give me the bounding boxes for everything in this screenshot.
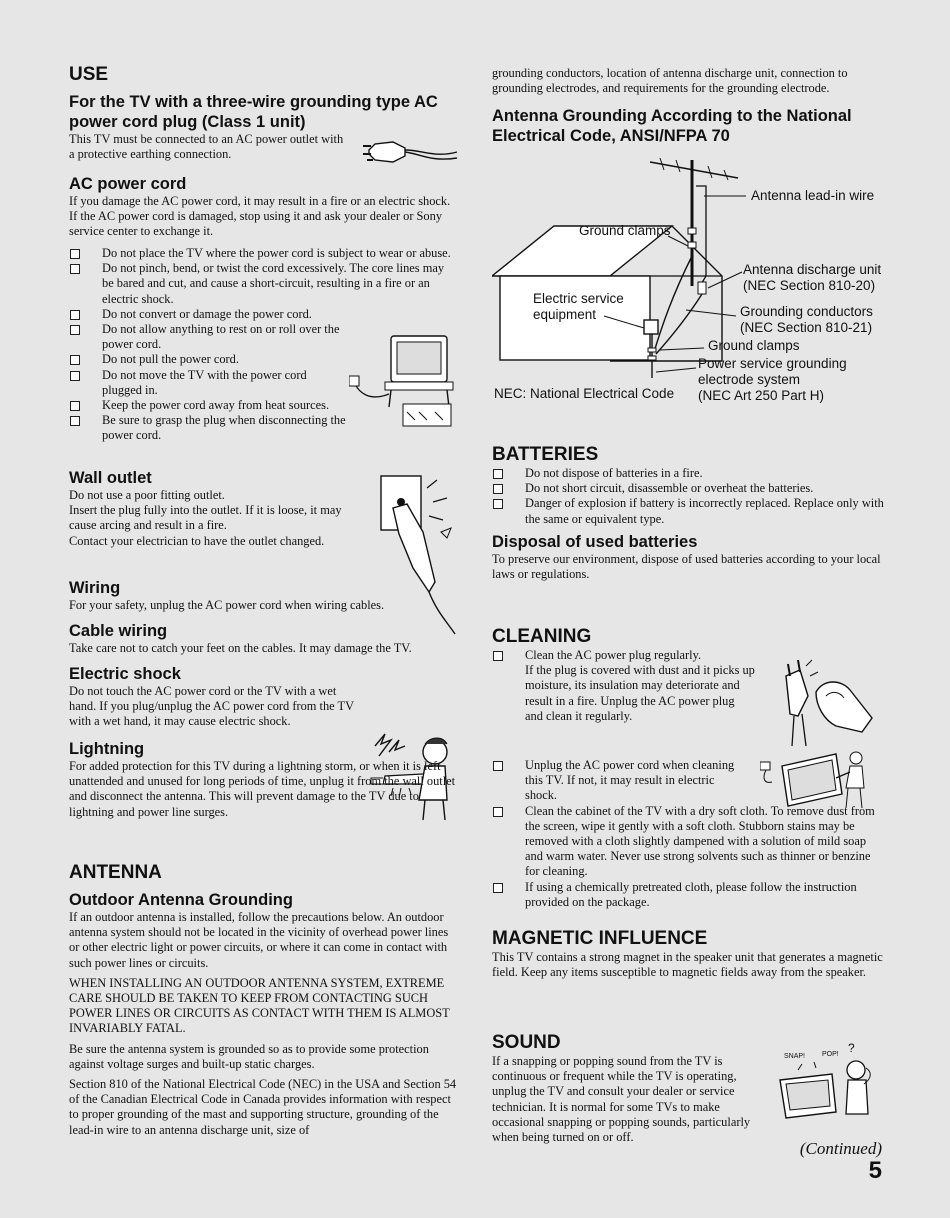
ground-clamp bbox=[688, 228, 696, 234]
magnetic-heading: MAGNETIC INFLUENCE bbox=[492, 928, 708, 949]
ac-cord-block bbox=[69, 174, 459, 240]
electric-shock-heading: Electric shock bbox=[69, 665, 181, 683]
magnetic-section bbox=[492, 928, 884, 980]
lightning-text: For added protection for this TV during a lightning storm, or when it is left unattended and unused for long periods of time, unplug it from the wall outlet and disconnect the antenna. This will prevent damage to the TV due to lightning and power line surges. bbox=[69, 759, 456, 819]
three-prong-plug-icon bbox=[361, 132, 461, 172]
wall-outlet-line: Contact your electrician to have the outlet changed. bbox=[69, 533, 325, 548]
antenna-paragraph: Be sure the antenna system is grounded so as to provide some protection against voltage surges and built-up static charges. bbox=[69, 1041, 429, 1071]
list-item: Do not short circuit, disassemble or overheat the batteries. bbox=[492, 481, 884, 496]
tv-cleaning-illustration bbox=[760, 748, 880, 810]
antenna-continued bbox=[492, 66, 884, 96]
plug-cleaning-illustration bbox=[776, 656, 880, 748]
antenna-grounding-diagram bbox=[492, 156, 884, 412]
label-discharge-unit: Antenna discharge unit bbox=[743, 262, 882, 277]
wiring-block bbox=[69, 578, 459, 613]
ac-cord-heading: AC power cord bbox=[69, 175, 187, 193]
use-heading: USE bbox=[69, 64, 109, 85]
label-electrode-system-art: (NEC Art 250 Part H) bbox=[698, 388, 825, 403]
antenna-paragraph-continued: grounding conductors, location of antenna discharge unit, connection to grounding electrodes, and requirements for the grounding electrode. bbox=[492, 66, 848, 96]
cable-wiring-block bbox=[69, 621, 459, 656]
batteries-heading: BATTERIES bbox=[492, 444, 599, 465]
cleaning-item-1-detail: If the plug is covered with dust and it picks up moisture, its insulation may deteriorate and result in a fire. Unplug the AC power plug and clean it regularly. bbox=[525, 663, 755, 723]
antenna-paragraph: Section 810 of the National Electrical Code (NEC) in the USA and Section 54 of the Canadian Electrical Code in Canada provides information with respect to proper grounding of the mast and supporting structure, grounding of the lead-in wire to an antenna discharge unit, size of bbox=[69, 1077, 457, 1137]
snap-label: SNAP! bbox=[784, 1053, 806, 1060]
cleaning-item-3: Clean the cabinet of the TV with a dry soft cloth. To remove dust from the screen, wipe it gently with a soft cloth. Stubborn stains may be removed with a cloth slightly dampened with a solution of mild soap and warm water. Never use strong solvents such as thinner or benzine for cleaning. bbox=[525, 803, 875, 879]
ac-cord-text: If you damage the AC power cord, it may result in a fire or an electric shock. If the AC power cord is damaged, stop using it and ask your dealer or Sony service center to exchange it. bbox=[69, 194, 451, 239]
list-item: Do not pull the power cord. bbox=[69, 352, 357, 367]
pop-label: POP! bbox=[822, 1051, 839, 1058]
label-lead-in-wire: Antenna lead-in wire bbox=[751, 188, 875, 203]
nec-heading: Antenna Grounding According to the National Electrical Code, ANSI/NFPA 70 bbox=[492, 107, 852, 145]
disposal-text: To preserve our environment, dispose of used batteries according to your local laws or regulations. bbox=[492, 551, 881, 582]
list-item bbox=[492, 804, 885, 880]
popping-sound-illustration bbox=[772, 1038, 880, 1122]
continued-label: (Continued) bbox=[799, 1139, 882, 1158]
sound-heading: SOUND bbox=[492, 1032, 561, 1053]
tv-on-cord-illustration bbox=[349, 332, 459, 432]
list-item: Do not move the TV with the power cord plugged in. bbox=[69, 368, 337, 398]
list-item: Be sure to grasp the plug when disconnecting the power cord. bbox=[69, 413, 357, 443]
list-item: If using a chemically pretreated cloth, please follow the instruction provided on the package. bbox=[492, 880, 885, 910]
wall-outlet-heading: Wall outlet bbox=[69, 469, 152, 487]
label-grounding-conductors: Grounding conductors bbox=[740, 304, 873, 319]
ground-clamp bbox=[688, 242, 696, 248]
cable-wiring-heading: Cable wiring bbox=[69, 622, 168, 640]
magnetic-text: This TV contains a strong magnet in the speaker unit that generates a magnetic field. Keep any items susceptible to magnetic fields away from the speaker. bbox=[492, 950, 883, 980]
antenna-discharge-unit bbox=[698, 282, 706, 294]
label-electrode-system: Power service grounding bbox=[698, 356, 847, 371]
list-item: Do not allow anything to rest on or roll over the power cord. bbox=[69, 322, 357, 352]
electric-shock-block bbox=[69, 664, 459, 730]
wiring-text: For your safety, unplug the AC power cord when wiring cables. bbox=[69, 598, 385, 612]
label-discharge-unit-section: (NEC Section 810-20) bbox=[743, 278, 876, 293]
label-ground-clamps-top: Ground clamps bbox=[579, 223, 671, 238]
electric-shock-text: Do not touch the AC power cord or the TV with a wet hand. If you plug/unplug the AC power cord from the TV with a wet hand, it may cause electric shock. bbox=[69, 684, 354, 729]
outdoor-antenna-heading: Outdoor Antenna Grounding bbox=[69, 891, 293, 909]
label-electric-service-equipment: equipment bbox=[533, 307, 597, 322]
label-electrode-system-2: electrode system bbox=[698, 372, 801, 387]
label-nec-note: NEC: National Electrical Code bbox=[494, 386, 675, 401]
label-grounding-conductors-section: (NEC Section 810-21) bbox=[740, 320, 873, 335]
list-item: Unplug the AC power cord when cleaning this TV. If not, it may result in electric shock. bbox=[492, 758, 740, 804]
lightning-heading: Lightning bbox=[69, 740, 145, 758]
antenna-section bbox=[69, 862, 459, 1138]
label-electric-service: Electric service bbox=[533, 291, 624, 306]
label-ground-clamps-bottom: Ground clamps bbox=[708, 338, 800, 353]
sound-text: If a snapping or popping sound from the TV is continuous or frequent while the TV is operating, unplug the TV and consult your dealer or service technician. It is normal for some TVs to make occasional snapping or popping sounds, particularly when being turned on or off. bbox=[492, 1054, 751, 1145]
batteries-section bbox=[492, 444, 884, 582]
cable-wiring-text: Take care not to catch your feet on the cables. It may damage the TV. bbox=[69, 641, 412, 655]
list-item: Keep the power cord away from heat sources. bbox=[69, 398, 357, 413]
disposal-heading: Disposal of used batteries bbox=[492, 532, 698, 551]
question-mark: ? bbox=[848, 1041, 855, 1055]
list-item: Do not place the TV where the power cord is subject to wear or abuse. bbox=[69, 246, 457, 261]
nec-block bbox=[492, 106, 884, 146]
class1-text: This TV must be connected to an AC power outlet with a protective earthing connection. bbox=[69, 132, 344, 162]
class1-heading: For the TV with a three-wire grounding type AC power cord plug (Class 1 unit) bbox=[69, 93, 438, 131]
list-item: Do not dispose of batteries in a fire. bbox=[492, 466, 884, 481]
cleaning-item-1: Clean the AC power plug regularly. bbox=[525, 648, 702, 662]
wall-outlet-line: Insert the plug fully into the outlet. If it is loose, it may cause arcing and result in a fire. bbox=[69, 503, 342, 533]
cleaning-heading: CLEANING bbox=[492, 626, 592, 647]
list-item: Do not pinch, bend, or twist the cord excessively. The core lines may be bared and cut, and cause a short-circuit, resulting in a fire or an electric shock. bbox=[69, 261, 457, 307]
antenna-warning: WHEN INSTALLING AN OUTDOOR ANTENNA SYSTEM, EXTREME CARE SHOULD BE TAKEN TO KEEP FROM CONTACTING SUCH POWER LINES OR CIRCUITS AS CONTACT WITH THEM IS ALMOST INVARIABLY FATAL. bbox=[69, 975, 450, 1036]
electric-service-box bbox=[644, 320, 658, 334]
wall-outlet-line: Do not use a poor fitting outlet. bbox=[69, 488, 225, 502]
antenna-paragraph: If an outdoor antenna is installed, follow the precautions below. An outdoor antenna system should not be located in the vicinity of overhead power lines or other electric light or power circuits, or where it can come in contact with such power lines or circuits. bbox=[69, 910, 449, 970]
list-item bbox=[492, 648, 755, 724]
use-section bbox=[69, 64, 108, 86]
wiring-heading: Wiring bbox=[69, 579, 121, 597]
antenna-heading: ANTENNA bbox=[69, 862, 162, 883]
list-item: Danger of explosion if battery is incorrectly replaced. Replace only with the same or equivalent type. bbox=[492, 496, 884, 526]
lightning-block bbox=[69, 739, 459, 820]
page-number: 5 bbox=[868, 1157, 882, 1184]
list-item: Do not convert or damage the power cord. bbox=[69, 307, 357, 322]
